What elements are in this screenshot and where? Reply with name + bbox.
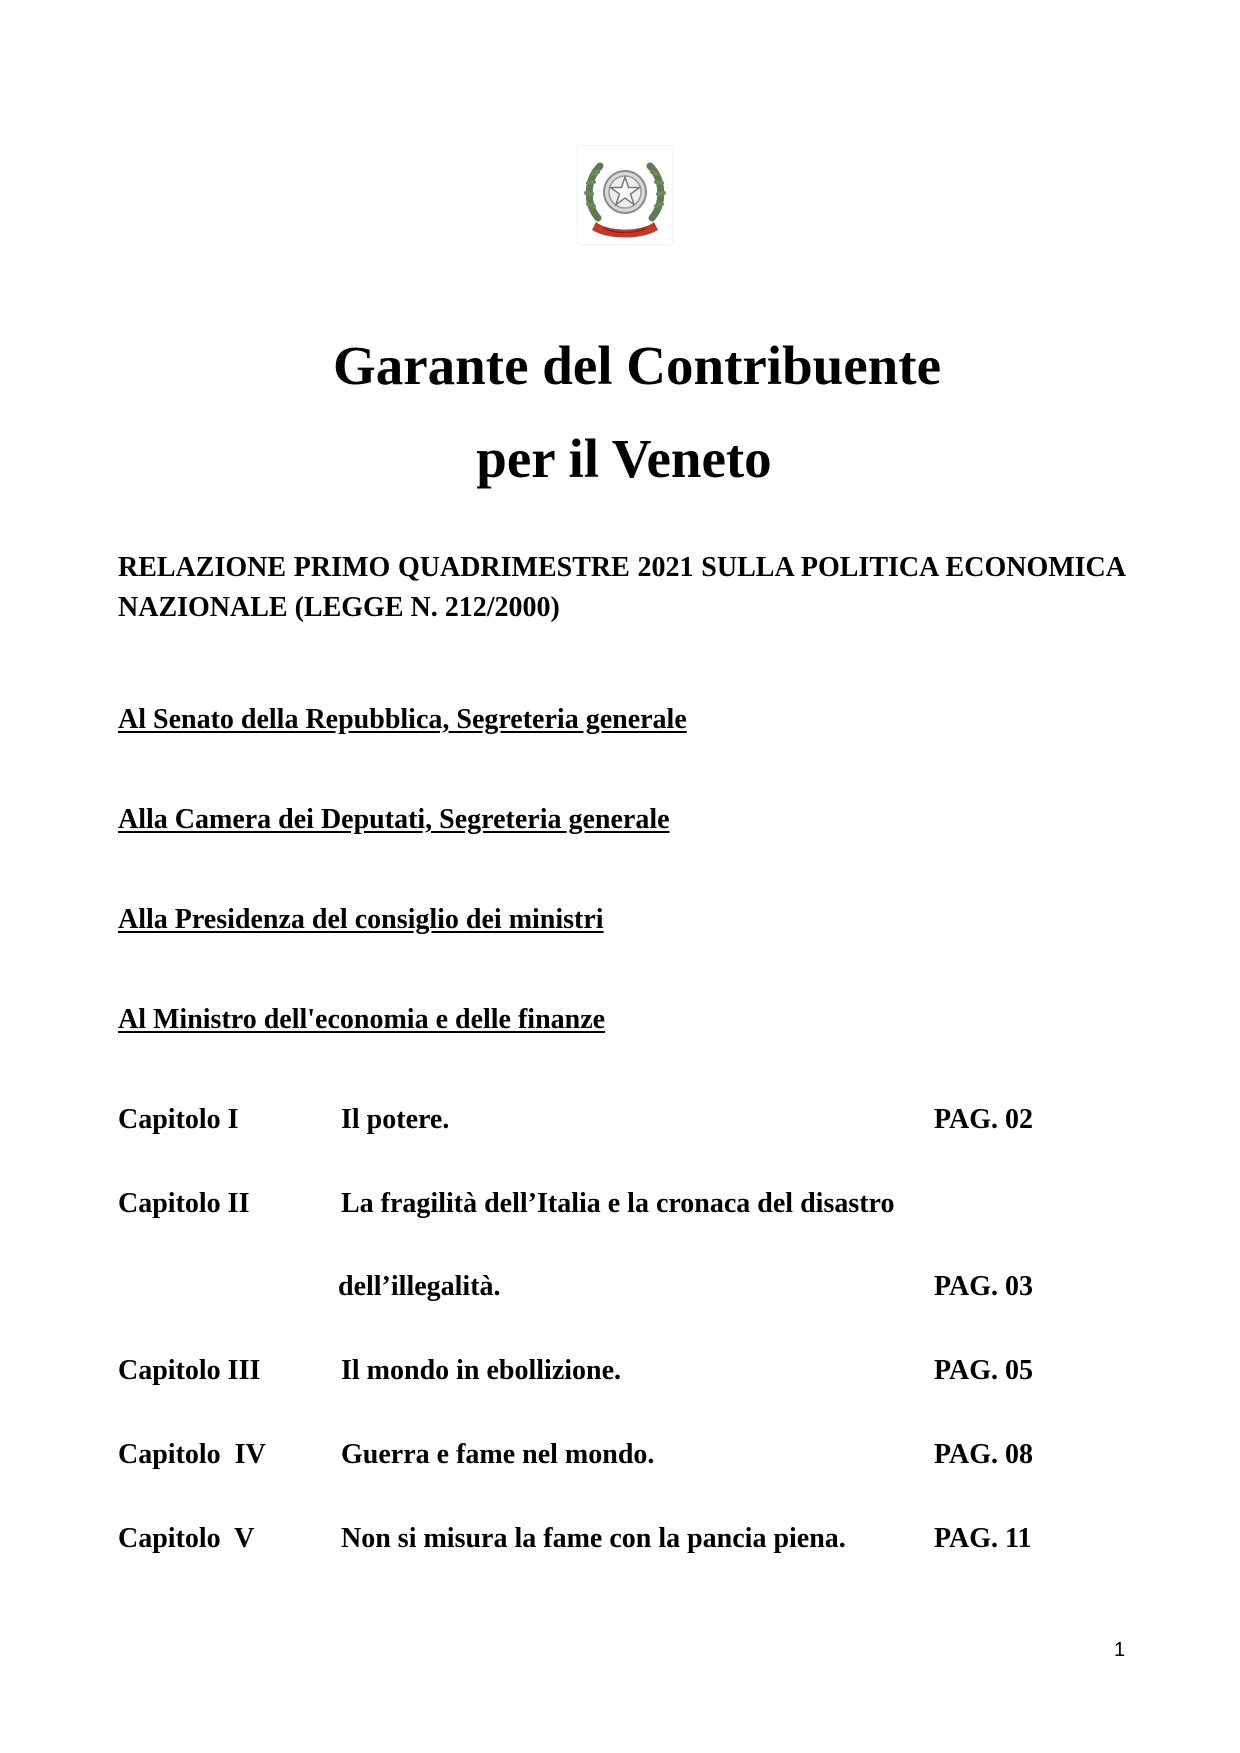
toc-chapter: Capitolo II [118, 1188, 250, 1219]
document-subtitle: per il Veneto [476, 428, 772, 489]
recipient-ministry: Al Ministro dell'economia e delle finanze [118, 1004, 606, 1035]
toc-title: Il mondo in ebollizione. [341, 1355, 622, 1386]
recipient-presidency: Alla Presidenza del consiglio dei ministri [118, 904, 604, 935]
toc-chapter: Capitolo III [118, 1355, 261, 1386]
toc-title: Non si misura la fame con la pancia piena. [341, 1523, 846, 1554]
toc-title: La fragilità dell’Italia e la cronaca del disastro [341, 1188, 895, 1219]
document-title: Garante del Contribuente [332, 335, 941, 396]
recipient-chamber: Alla Camera dei Deputati, Segreteria generale [118, 804, 670, 835]
toc-title: Il potere. [341, 1104, 450, 1135]
page-number: 1 [1114, 1639, 1126, 1661]
toc-page: PAG. 05 [934, 1355, 1034, 1386]
toc-page: PAG. 03 [934, 1271, 1034, 1302]
toc-page: PAG. 02 [934, 1104, 1034, 1135]
toc-page: PAG. 08 [934, 1439, 1034, 1470]
toc-title-continuation: dell’illegalità. [338, 1271, 501, 1302]
toc-chapter: Capitolo I [118, 1104, 239, 1135]
toc-page: PAG. 11 [934, 1523, 1032, 1554]
recipient-senate: Al Senato della Repubblica, Segreteria generale [118, 704, 687, 735]
toc-chapter: Capitolo V [118, 1523, 255, 1554]
toc-title: Guerra e fame nel mondo. [341, 1439, 655, 1470]
report-heading: RELAZIONE PRIMO QUADRIMESTRE 2021 SULLA POLITICA ECONOMICA NAZIONALE (LEGGE N. 212/2000) [118, 552, 1126, 623]
toc-chapter: Capitolo IV [118, 1439, 266, 1470]
italian-republic-emblem-icon [578, 146, 672, 244]
